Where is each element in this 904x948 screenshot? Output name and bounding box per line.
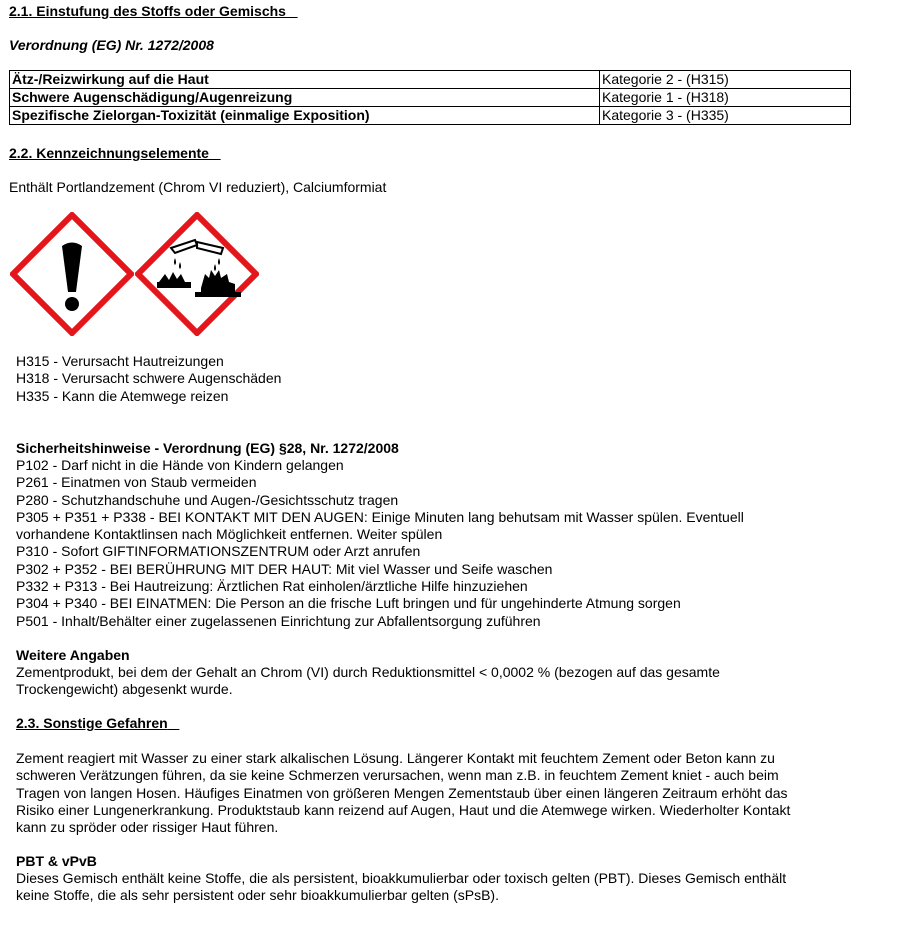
precautionary-statement: P310 - Sofort GIFTINFORMATIONSZENTRUM oder Arzt anrufen — [16, 543, 421, 560]
precautionary-statement: P280 - Schutzhandschuhe und Augen-/Gesichtsschutz tragen — [16, 491, 399, 508]
classification-row — [10, 107, 851, 125]
hazard-class: Spezifische Zielorgan-Toxizität (einmalige Exposition) — [10, 107, 600, 125]
precautionary-statement: P501 - Inhalt/Behälter einer zugelassenen Einrichtung zur Abfallentsorgung zuführen — [16, 612, 541, 629]
hazard-class: Schwere Augenschädigung/Augenreizung — [10, 89, 600, 107]
text-line: Dieses Gemisch enthält keine Stoffe, die als persistent, bioakkumulierbar oder toxisch gelten (PBT). Dieses Gemisch enthält — [16, 870, 787, 886]
precautionary-statement: vorhandene Kontaktlinsen nach Möglichkeit entfernen. Weiter spülen — [16, 526, 443, 543]
hazard-category: Kategorie 2 - (H315) — [600, 71, 851, 89]
section-2-1-heading: 2.1. Einstufung des Stoffs oder Gemischs — [9, 3, 286, 19]
precautionary-statement: P102 - Darf nicht in die Hände von Kindern gelangen — [16, 457, 344, 473]
precautionary-statement: P332 + P313 - Bei Hautreizung: Ärztlichen Rat einholen/ärztliche Hilfe hinzuziehen — [16, 578, 528, 595]
further-info-text — [16, 664, 720, 699]
corrosion-icon — [135, 212, 259, 336]
pbt-heading: PBT & vPvB — [16, 853, 97, 869]
text-line: Zement reagiert mit Wasser zu einer stark alkalischen Lösung. Längerer Kontakt mit feuchtem Zement oder Beton kann zu — [16, 750, 775, 766]
precautionary-statement: P261 - Einatmen von Staub vermeiden — [16, 474, 257, 491]
classification-table — [9, 70, 851, 125]
precautionary-statement: P305 + P351 + P338 - BEI KONTAKT MIT DEN AUGEN: Einige Minuten lang behutsam mit Wasser spülen. Eventuell — [16, 508, 744, 525]
precautionary-statements — [16, 457, 744, 630]
hazard-category: Kategorie 1 - (H318) — [600, 89, 851, 107]
text-line: kann zu spröder oder rissiger Haut führen. — [16, 819, 279, 836]
text-line: Risiko einer Lungenerkrankung. Produktstaub kann reizend auf Augen, Haut und die Atemwege wirken. Wiederholter Kontakt — [16, 801, 791, 818]
hazard-category: Kategorie 3 - (H335) — [600, 107, 851, 125]
text-line: keine Stoffe, die als sehr persistent oder sehr bioakkumulierbar gelten (sPsB). — [16, 887, 499, 904]
exclamation-mark-icon — [10, 212, 134, 336]
section-2-2-heading: 2.2. Kennzeichnungselemente — [9, 145, 209, 161]
hazard-class: Ätz-/Reizwirkung auf die Haut — [10, 71, 600, 89]
other-hazards-text — [16, 750, 790, 836]
text-line: schweren Verätzungen führen, da sie keine Schmerzen verursachen, wenn man z.B. in feuchtem Zement kniet - auch beim — [16, 767, 779, 784]
contains-text: Enthält Portlandzement (Chrom VI reduziert), Calciumformiat — [9, 179, 387, 195]
pbt-text — [16, 870, 786, 905]
further-info-heading: Weitere Angaben — [16, 647, 130, 663]
precautionary-statement: P304 + P340 - BEI EINATMEN: Die Person an die frische Luft bringen und für ungehinderte Atmung sorgen — [16, 595, 681, 612]
hazard-statement: H315 - Verursacht Hautreizungen — [16, 353, 224, 369]
classification-row — [10, 89, 851, 107]
section-2-3-heading: 2.3. Sonstige Gefahren — [16, 715, 168, 731]
text-line: Tragen von langen Hosen. Häufiges Einatmen von größeren Mengen Zementstaub über einen längeren Zeitraum erhöht das — [16, 784, 788, 801]
hazard-statement: H318 - Verursacht schwere Augenschäden — [16, 370, 282, 387]
text-line: Zementprodukt, bei dem der Gehalt an Chrom (VI) durch Reduktionsmittel < 0,0002 % (bezogen auf das gesamte — [16, 664, 720, 680]
regulation-title: Verordnung (EG) Nr. 1272/2008 — [9, 37, 214, 53]
precautionary-statement: P302 + P352 - BEI BERÜHRUNG MIT DER HAUT: Mit viel Wasser und Seife waschen — [16, 560, 553, 577]
precautionary-heading: Sicherheitshinweise - Verordnung (EG) §28, Nr. 1272/2008 — [16, 440, 399, 456]
classification-row — [10, 71, 851, 89]
hazard-statements — [16, 353, 281, 405]
text-line: Trockengewicht) abgesenkt wurde. — [16, 681, 233, 698]
hazard-statement: H335 - Kann die Atemwege reizen — [16, 387, 229, 404]
